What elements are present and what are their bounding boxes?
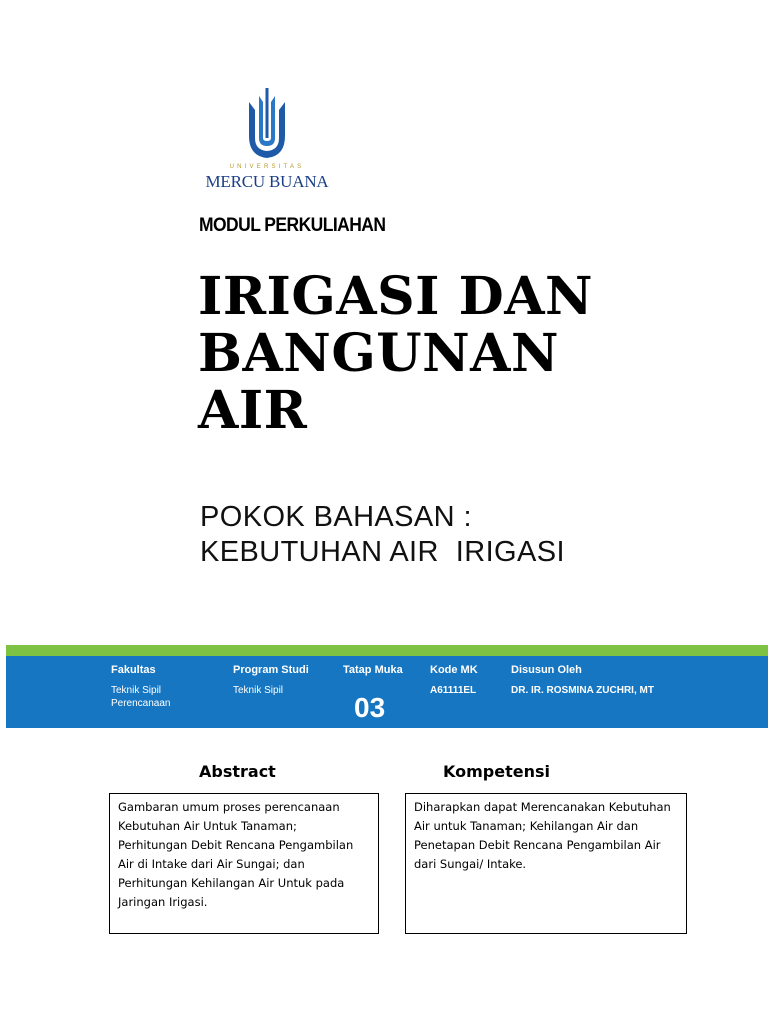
faculty-value: Perencanaan <box>111 698 171 709</box>
faculty-value: Teknik Sipil <box>111 685 162 696</box>
competency-line: Diharapkan dapat Merencanakan Kebutuhan <box>414 800 671 814</box>
topic-line: KEBUTUHAN AIR IRIGASI <box>200 536 565 568</box>
logo-top-text: UNIVERSITAS <box>229 164 305 170</box>
logo-emblem-icon <box>245 88 289 160</box>
author-header: Disusun Oleh <box>511 664 582 676</box>
meeting-header: Tatap Muka <box>343 664 403 676</box>
author-value: DR. IR. ROSMINA ZUCHRI, MT <box>511 685 654 696</box>
abstract-title: Abstract <box>199 762 276 781</box>
abstract-line: Air di Intake dari Air Sungai; dan <box>118 857 305 871</box>
topic <box>200 500 565 570</box>
competency-line: dari Sungai/ Intake. <box>414 857 527 871</box>
program-header: Program Studi <box>233 664 309 676</box>
abstract-line: Kebutuhan Air Untuk Tanaman; <box>118 819 297 833</box>
course-code-header: Kode MK <box>430 664 478 676</box>
course-title-line: IRIGASI DAN <box>198 266 594 327</box>
topic-line: POKOK BAHASAN : <box>200 501 472 533</box>
course-title <box>198 268 668 439</box>
course-title-line: AIR <box>198 380 308 441</box>
accent-stripe <box>6 645 768 656</box>
competency-title: Kompetensi <box>443 762 550 781</box>
info-band <box>6 656 768 728</box>
abstract-line: Gambaran umum proses perencanaan <box>118 800 340 814</box>
course-title-line: BANGUNAN <box>198 323 559 384</box>
abstract-line: Perhitungan Debit Rencana Pengambilan <box>118 838 354 852</box>
course-code-value: A61111EL <box>430 685 477 696</box>
logo-name: MERCU BUANA <box>205 172 329 191</box>
university-logo <box>197 88 337 200</box>
module-label: MODUL PERKULIAHAN <box>199 215 386 236</box>
program-value: Teknik Sipil <box>233 685 284 696</box>
abstract-box <box>109 793 379 934</box>
abstract-line: Jaringan Irigasi. <box>118 895 208 909</box>
competency-line: Air untuk Tanaman; Kehilangan Air dan <box>414 819 639 833</box>
meeting-number: 03 <box>354 692 386 723</box>
competency-line: Penetapan Debit Rencana Pengambilan Air <box>414 838 661 852</box>
abstract-line: Perhitungan Kehilangan Air Untuk pada <box>118 876 345 890</box>
faculty-header: Fakultas <box>111 664 156 676</box>
competency-box <box>405 793 687 934</box>
